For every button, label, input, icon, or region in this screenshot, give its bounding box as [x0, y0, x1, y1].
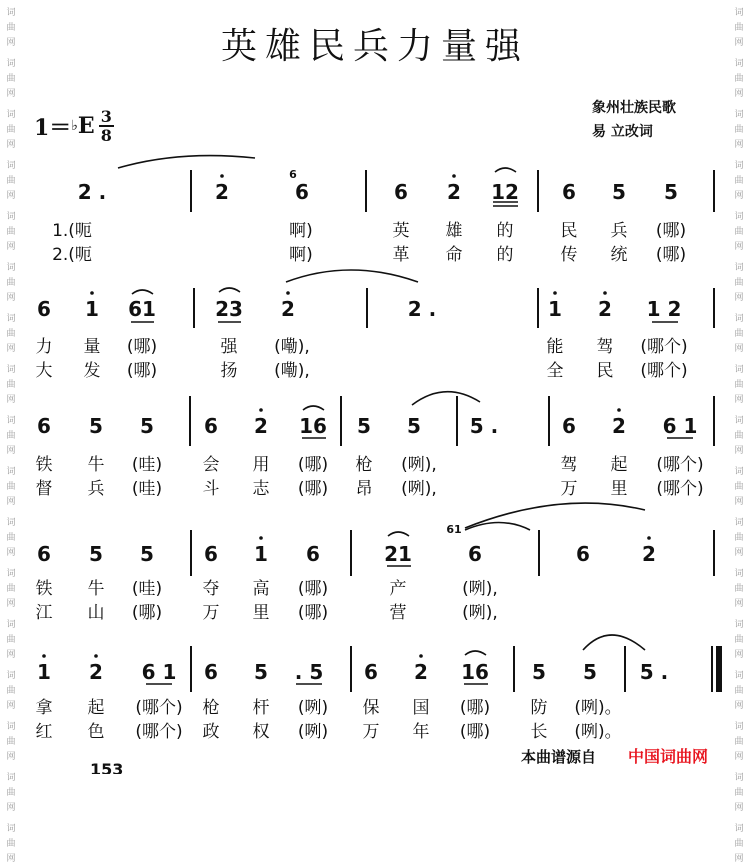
lyric: (哪个)	[640, 337, 688, 357]
watermark-char: 曲	[6, 227, 16, 237]
watermark-char: 词	[734, 824, 744, 834]
octave-dot	[94, 654, 98, 658]
watermark-char: 曲	[6, 380, 16, 390]
lyric: 1.(呃	[52, 221, 92, 241]
lyric: 国	[412, 698, 430, 718]
watermark-char: 网	[734, 854, 744, 864]
note: . 5	[294, 660, 324, 684]
lyric: 营	[389, 603, 407, 623]
note: 5	[664, 180, 678, 204]
lyric: (哪)	[297, 455, 329, 475]
lyric: 雄	[445, 221, 463, 241]
watermark-char: 网	[6, 140, 16, 150]
note: 1	[548, 297, 562, 321]
watermark-char: 网	[734, 548, 744, 558]
watermark-char: 词	[6, 8, 16, 18]
octave-dot	[553, 291, 557, 295]
lyric: 色	[87, 722, 105, 742]
lyric: (咧),	[462, 603, 498, 623]
watermark-char: 网	[6, 89, 16, 99]
lyric: 志	[252, 479, 270, 499]
note: 5	[357, 414, 371, 438]
watermark-char: 曲	[734, 278, 744, 288]
note: 2	[612, 414, 626, 438]
lyric: 万	[362, 722, 380, 742]
watermark-char: 词	[734, 161, 744, 171]
watermark-char: 词	[6, 59, 16, 69]
lyric: (哪)	[297, 579, 329, 599]
lyric: 的	[496, 245, 514, 265]
note: 5	[583, 660, 597, 684]
page-number: 153	[90, 760, 124, 774]
watermark-char: 曲	[6, 74, 16, 84]
note: 6	[562, 414, 576, 438]
lyric: 枪	[355, 455, 373, 475]
watermark-char: 网	[6, 293, 16, 303]
watermark-char: 网	[734, 446, 744, 456]
watermark-char: 词	[6, 569, 16, 579]
watermark-char: 网	[6, 344, 16, 354]
watermark-char: 曲	[6, 176, 16, 186]
lyric: (哪个)	[135, 722, 183, 742]
watermark-char: 网	[734, 701, 744, 711]
watermark-char: 词	[6, 518, 16, 528]
lyric: 用	[252, 455, 270, 475]
lyric: (哪个)	[656, 479, 704, 499]
lyric: 啊)	[289, 245, 313, 265]
slur	[118, 156, 255, 168]
note: 6	[204, 542, 218, 566]
lyric: (哪)	[459, 722, 491, 742]
watermark-char: 曲	[6, 737, 16, 747]
watermark-char: 网	[734, 140, 744, 150]
song-title: 英雄民兵力量强	[220, 26, 529, 67]
lyric: 杆	[252, 698, 270, 718]
note: 5	[89, 414, 103, 438]
key-tonic: E	[77, 113, 95, 139]
watermark-char: 词	[6, 161, 16, 171]
lyric: (哪)	[131, 603, 163, 623]
lyric: 万	[202, 603, 220, 623]
lyric: 量	[83, 337, 101, 357]
watermark-char: 曲	[734, 431, 744, 441]
lyric: 牛	[87, 455, 105, 475]
watermark-char: 曲	[6, 482, 16, 492]
lyric: 起	[610, 455, 628, 475]
lyric: 大	[35, 361, 53, 381]
note: 2 .	[77, 180, 107, 204]
lyric: 驾	[560, 455, 578, 475]
watermark-char: 词	[6, 365, 16, 375]
note: 12	[491, 180, 519, 204]
note: 6	[37, 542, 51, 566]
slur	[412, 392, 480, 405]
lyric: 兵	[87, 479, 105, 499]
watermark-char: 词	[734, 518, 744, 528]
watermark-char: 曲	[734, 380, 744, 390]
credit-origin: 象州壮族民歌	[592, 100, 676, 116]
lyric: (咧)	[297, 698, 329, 718]
watermark-char: 词	[734, 569, 744, 579]
lyric: (咧),	[401, 479, 437, 499]
watermark-char: 词	[734, 212, 744, 222]
note: 2	[447, 180, 461, 204]
slur	[286, 270, 418, 282]
source-label: 本曲谱源自	[521, 748, 597, 766]
watermark-char: 曲	[6, 23, 16, 33]
lyric: 政	[202, 722, 220, 742]
watermark-char: 词	[6, 263, 16, 273]
note: 21	[384, 542, 412, 566]
lyric: 牛	[87, 579, 105, 599]
note: 2	[215, 180, 229, 204]
watermark-char: 曲	[6, 635, 16, 645]
note: 2	[642, 542, 656, 566]
watermark-char: 网	[6, 803, 16, 813]
watermark-char: 词	[6, 620, 16, 630]
watermark-char: 网	[6, 752, 16, 762]
octave-dot	[452, 174, 456, 178]
lyric: (咧)	[297, 722, 329, 742]
lyric: 里	[610, 479, 628, 499]
lyric: (咧)。	[574, 698, 622, 718]
note: 16	[299, 414, 327, 438]
lyric: 革	[392, 245, 410, 265]
lyric: 防	[530, 698, 548, 718]
slur	[132, 290, 153, 294]
lyric: 年	[412, 722, 430, 742]
note: 5	[89, 542, 103, 566]
note: 6	[468, 542, 482, 566]
lyric: 英	[392, 221, 410, 241]
lyric: (哇)	[131, 479, 163, 499]
octave-dot	[419, 654, 423, 658]
flat-sign: ♭	[71, 118, 78, 134]
watermark-char: 词	[734, 59, 744, 69]
lyric: 长	[530, 722, 548, 742]
note: 6	[37, 297, 51, 321]
lyric: 民	[560, 221, 578, 241]
octave-dot	[220, 174, 224, 178]
watermark-char: 网	[6, 548, 16, 558]
note: 1	[254, 542, 268, 566]
octave-dot	[286, 291, 290, 295]
lyric: 昂	[355, 479, 373, 499]
watermark-char: 网	[734, 191, 744, 201]
slur	[495, 168, 516, 172]
meter-bottom: 8	[100, 126, 112, 145]
watermark-char: 曲	[6, 839, 16, 849]
watermark-char: 曲	[734, 125, 744, 135]
watermark-char: 词	[734, 8, 744, 18]
lyric: (哪个)	[656, 455, 704, 475]
lyric: 铁	[35, 579, 53, 599]
lyric: (哪)	[459, 698, 491, 718]
lyric: 枪	[202, 698, 220, 718]
watermark-char: 曲	[734, 584, 744, 594]
octave-dot	[42, 654, 46, 658]
watermark-char: 词	[6, 773, 16, 783]
note: 1	[85, 297, 99, 321]
lyric: 山	[87, 603, 105, 623]
lyric: (哪)	[655, 221, 687, 241]
watermark-char: 网	[6, 701, 16, 711]
lyric: (嘞),	[274, 337, 310, 357]
slur	[388, 532, 409, 536]
note: 23	[215, 297, 243, 321]
watermark-char: 网	[6, 242, 16, 252]
site-name[interactable]: 中国词曲网	[628, 747, 709, 766]
lyric: 江	[35, 603, 53, 623]
watermark-char: 曲	[6, 125, 16, 135]
watermark-char: 词	[734, 263, 744, 273]
watermark-char: 词	[6, 824, 16, 834]
watermark-char: 词	[734, 365, 744, 375]
watermark-char: 曲	[734, 74, 744, 84]
watermark-char: 词	[6, 416, 16, 426]
lyric: 强	[220, 337, 238, 357]
note: 6	[295, 180, 309, 204]
lyric: (哪)	[297, 479, 329, 499]
watermark-char: 网	[6, 38, 16, 48]
lyric: (哪)	[297, 603, 329, 623]
lyric: 统	[610, 245, 628, 265]
watermark-char: 词	[734, 773, 744, 783]
note: 6	[204, 660, 218, 684]
watermark-char: 词	[6, 110, 16, 120]
watermark-char: 词	[6, 722, 16, 732]
lyric: 万	[560, 479, 578, 499]
watermark-char: 曲	[734, 329, 744, 339]
watermark-char: 曲	[734, 839, 744, 849]
lyric: 保	[362, 698, 380, 718]
lyric: 命	[445, 245, 463, 265]
note: 6	[576, 542, 590, 566]
watermark-char: 网	[6, 497, 16, 507]
watermark-char: 词	[734, 722, 744, 732]
lyric: 全	[546, 361, 564, 381]
watermark-char: 词	[6, 671, 16, 681]
lyric: 力	[35, 337, 53, 357]
watermark-char: 词	[734, 314, 744, 324]
lyric: (哪个)	[640, 361, 688, 381]
note: 5	[407, 414, 421, 438]
slur	[219, 288, 240, 292]
grace-note: 6	[289, 168, 297, 181]
lyric: 权	[252, 722, 270, 742]
lyric: 督	[35, 479, 53, 499]
note: 6	[562, 180, 576, 204]
watermark-char: 曲	[734, 737, 744, 747]
watermark-char: 曲	[734, 482, 744, 492]
watermark-char: 词	[734, 110, 744, 120]
watermark-char: 曲	[6, 584, 16, 594]
credit-lyricist: 易 立改词	[592, 124, 653, 140]
lyric: 的	[496, 221, 514, 241]
lyric: 夺	[202, 579, 220, 599]
note: 2 .	[407, 297, 437, 321]
watermark-char: 网	[734, 293, 744, 303]
lyric: 能	[546, 337, 564, 357]
lyric: 斗	[202, 479, 220, 499]
note: 5 .	[639, 660, 669, 684]
lyric: 发	[83, 361, 101, 381]
watermark-char: 曲	[6, 329, 16, 339]
note: 6	[364, 660, 378, 684]
watermark-char: 曲	[734, 686, 744, 696]
note: 5	[140, 414, 154, 438]
watermark-char: 曲	[6, 686, 16, 696]
octave-dot	[647, 536, 651, 540]
watermark-char: 网	[734, 89, 744, 99]
lyric: 高	[252, 579, 270, 599]
watermark-char: 网	[734, 38, 744, 48]
watermark-char: 网	[734, 395, 744, 405]
note: 1 2	[646, 297, 682, 321]
watermark-char: 曲	[6, 788, 16, 798]
watermark-char: 网	[734, 803, 744, 813]
note: 2	[254, 414, 268, 438]
lyric: 驾	[596, 337, 614, 357]
watermark-char: 曲	[734, 533, 744, 543]
note: 61	[128, 297, 156, 321]
watermark-char: 网	[6, 599, 16, 609]
octave-dot	[90, 291, 94, 295]
note: 6 1	[662, 414, 698, 438]
octave-dot	[617, 408, 621, 412]
slur	[303, 406, 324, 410]
lyric: (哪)	[126, 361, 158, 381]
watermark-char: 词	[6, 467, 16, 477]
lyric: (嘞),	[274, 361, 310, 381]
note: 6	[37, 414, 51, 438]
watermark-char: 网	[734, 599, 744, 609]
watermark-char: 曲	[6, 533, 16, 543]
note: 1	[37, 660, 51, 684]
note: 2	[89, 660, 103, 684]
lyric: 里	[252, 603, 270, 623]
note: 2	[414, 660, 428, 684]
lyric: 起	[87, 698, 105, 718]
watermark-char: 曲	[734, 635, 744, 645]
watermark-char: 曲	[734, 227, 744, 237]
lyric: (哪个)	[135, 698, 183, 718]
watermark-char: 网	[6, 446, 16, 456]
slur	[583, 635, 645, 650]
watermark-char: 网	[6, 854, 16, 864]
note: 5	[532, 660, 546, 684]
watermark-char: 词	[734, 467, 744, 477]
watermark-char: 词	[734, 416, 744, 426]
watermark-char: 曲	[734, 788, 744, 798]
lyric: 拿	[35, 698, 53, 718]
note: 5	[254, 660, 268, 684]
note: 6	[306, 542, 320, 566]
lyric: 铁	[35, 455, 53, 475]
lyric: 红	[35, 722, 53, 742]
watermark-char: 网	[6, 395, 16, 405]
watermark-char: 词	[6, 314, 16, 324]
key-prefix: 1＝	[34, 114, 72, 141]
watermark-char: 曲	[734, 176, 744, 186]
watermark-char: 曲	[6, 278, 16, 288]
watermark-char: 网	[734, 752, 744, 762]
note: 2	[281, 297, 295, 321]
watermark-char: 网	[734, 650, 744, 660]
watermark-char: 网	[734, 242, 744, 252]
note: 5 .	[469, 414, 499, 438]
lyric: (咧)。	[574, 722, 622, 742]
lyric: 产	[389, 579, 407, 599]
watermark-char: 网	[6, 191, 16, 201]
lyric: 啊)	[289, 221, 313, 241]
octave-dot	[603, 291, 607, 295]
note: 16	[461, 660, 489, 684]
grace-note: 61	[446, 523, 462, 536]
note: 6 1	[141, 660, 177, 684]
watermark-char: 网	[734, 497, 744, 507]
lyric: (哪)	[655, 245, 687, 265]
lyric: 扬	[220, 361, 238, 381]
watermark-char: 词	[6, 212, 16, 222]
watermark-char: 网	[6, 650, 16, 660]
note: 2	[598, 297, 612, 321]
watermark-char: 词	[734, 620, 744, 630]
lyric: (哇)	[131, 579, 163, 599]
lyric: (咧),	[462, 579, 498, 599]
note: 6	[204, 414, 218, 438]
watermark-char: 网	[734, 344, 744, 354]
note: 6	[394, 180, 408, 204]
lyric: (哇)	[131, 455, 163, 475]
lyric: (咧),	[401, 455, 437, 475]
lyric: 民	[596, 361, 614, 381]
watermark-char: 词	[734, 671, 744, 681]
lyric: 2.(呃	[52, 245, 92, 265]
octave-dot	[259, 408, 263, 412]
watermark-char: 曲	[734, 23, 744, 33]
note: 5	[140, 542, 154, 566]
meter-top: 3	[100, 107, 112, 126]
lyric: 传	[560, 245, 578, 265]
lyric: 兵	[610, 221, 628, 241]
note: 5	[612, 180, 626, 204]
lyric: (哪)	[126, 337, 158, 357]
slur	[465, 651, 486, 655]
octave-dot	[259, 536, 263, 540]
slur	[465, 503, 645, 528]
watermark-char: 曲	[6, 431, 16, 441]
lyric: 会	[202, 455, 220, 475]
